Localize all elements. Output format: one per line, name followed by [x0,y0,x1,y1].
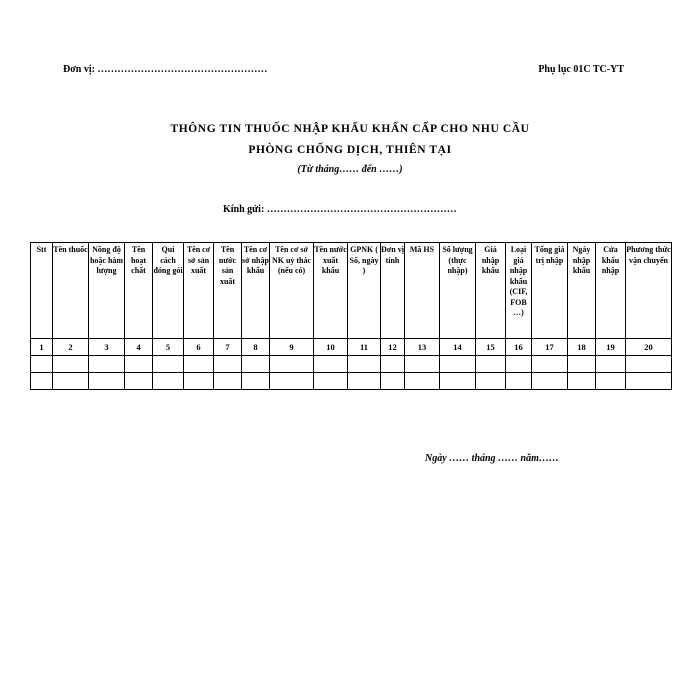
table-cell [89,356,125,373]
column-number: 2 [53,339,89,356]
table-cell [348,356,381,373]
table-cell [532,373,568,390]
date-line: Ngày …… tháng …… năm…… [425,453,559,464]
table-cell [568,373,596,390]
period-subtitle: (Từ tháng…… đến ……) [297,164,403,175]
column-header: GPNK ( Số, ngày ) [348,243,381,339]
table-cell [242,356,270,373]
recipient-line: Kính gửi: ………………………………………………… [223,204,457,215]
column-header: Stt [31,243,53,339]
table-cell [270,373,314,390]
table-cell [125,356,153,373]
table-header-row [31,243,672,339]
table-cell [568,356,596,373]
table-cell [405,356,440,373]
appendix-label: Phụ lục 01C TC-YT [538,64,624,75]
column-header: Tên thuốc [53,243,89,339]
table-cell [532,356,568,373]
column-number: 7 [214,339,242,356]
table-number-row [31,339,672,356]
column-number: 3 [89,339,125,356]
column-header: Ngày nhập khẩu [568,243,596,339]
column-number: 20 [626,339,672,356]
column-number: 8 [242,339,270,356]
table-cell [53,356,89,373]
table-cell [214,373,242,390]
table-cell [242,373,270,390]
column-number: 10 [314,339,348,356]
table-cell [440,373,476,390]
column-number: 19 [596,339,626,356]
column-header: Tên cơ sở NK uỷ thác (nếu có) [270,243,314,339]
column-number: 5 [153,339,184,356]
table-cell [440,356,476,373]
column-header: Nồng độ hoặc hàm lượng [89,243,125,339]
column-header: Tên cơ sở nhập khẩu [242,243,270,339]
column-header: Cửa khẩu nhập [596,243,626,339]
table-cell [626,373,672,390]
table-cell [53,373,89,390]
table-cell [314,356,348,373]
table-cell [31,356,53,373]
table-cell [31,373,53,390]
table-cell [184,356,214,373]
column-header: Mã HS [405,243,440,339]
table-cell [270,356,314,373]
table-cell [314,373,348,390]
document-title-line-2: PHÒNG CHỐNG DỊCH, THIÊN TẠI [248,144,452,156]
column-number: 9 [270,339,314,356]
table-row [31,373,672,390]
table-row [31,356,672,373]
column-header: Số lượng (thực nhập) [440,243,476,339]
column-header: Tên nước sản xuất [214,243,242,339]
column-header: Phương thức vận chuyển [626,243,672,339]
column-header: Tên cơ sở sản xuất [184,243,214,339]
table-cell [89,373,125,390]
column-number: 1 [31,339,53,356]
column-number: 6 [184,339,214,356]
table-cell [381,373,405,390]
column-number: 12 [381,339,405,356]
column-header: Tổng giá trị nhập [532,243,568,339]
table-cell [506,373,532,390]
table-cell [184,373,214,390]
table-cell [596,356,626,373]
column-header: Tên hoạt chất [125,243,153,339]
table-cell [476,373,506,390]
column-header: Tên nước xuất khẩu [314,243,348,339]
table-cell [125,373,153,390]
column-number: 18 [568,339,596,356]
column-number: 4 [125,339,153,356]
table-cell [153,356,184,373]
table-cell [405,373,440,390]
column-header: Giá nhập khẩu [476,243,506,339]
table-cell [214,356,242,373]
column-number: 11 [348,339,381,356]
table-cell [596,373,626,390]
column-header: Qui cách đóng gói [153,243,184,339]
column-number: 16 [506,339,532,356]
column-header: Đơn vị tính [381,243,405,339]
table-cell [476,356,506,373]
table-cell [381,356,405,373]
column-number: 14 [440,339,476,356]
document-title-line-1: THÔNG TIN THUỐC NHẬP KHẨU KHẨN CẤP CHO NHU CẦU [170,123,530,135]
table-cell [153,373,184,390]
table-cell [626,356,672,373]
column-number: 13 [405,339,440,356]
import-info-table [30,242,672,390]
column-number: 15 [476,339,506,356]
unit-field: Đơn vị: …………………………………………… [63,64,268,75]
table-cell [348,373,381,390]
table-cell [506,356,532,373]
column-header: Loại giá nhập khẩu (CIF, FOB …) [506,243,532,339]
column-number: 17 [532,339,568,356]
